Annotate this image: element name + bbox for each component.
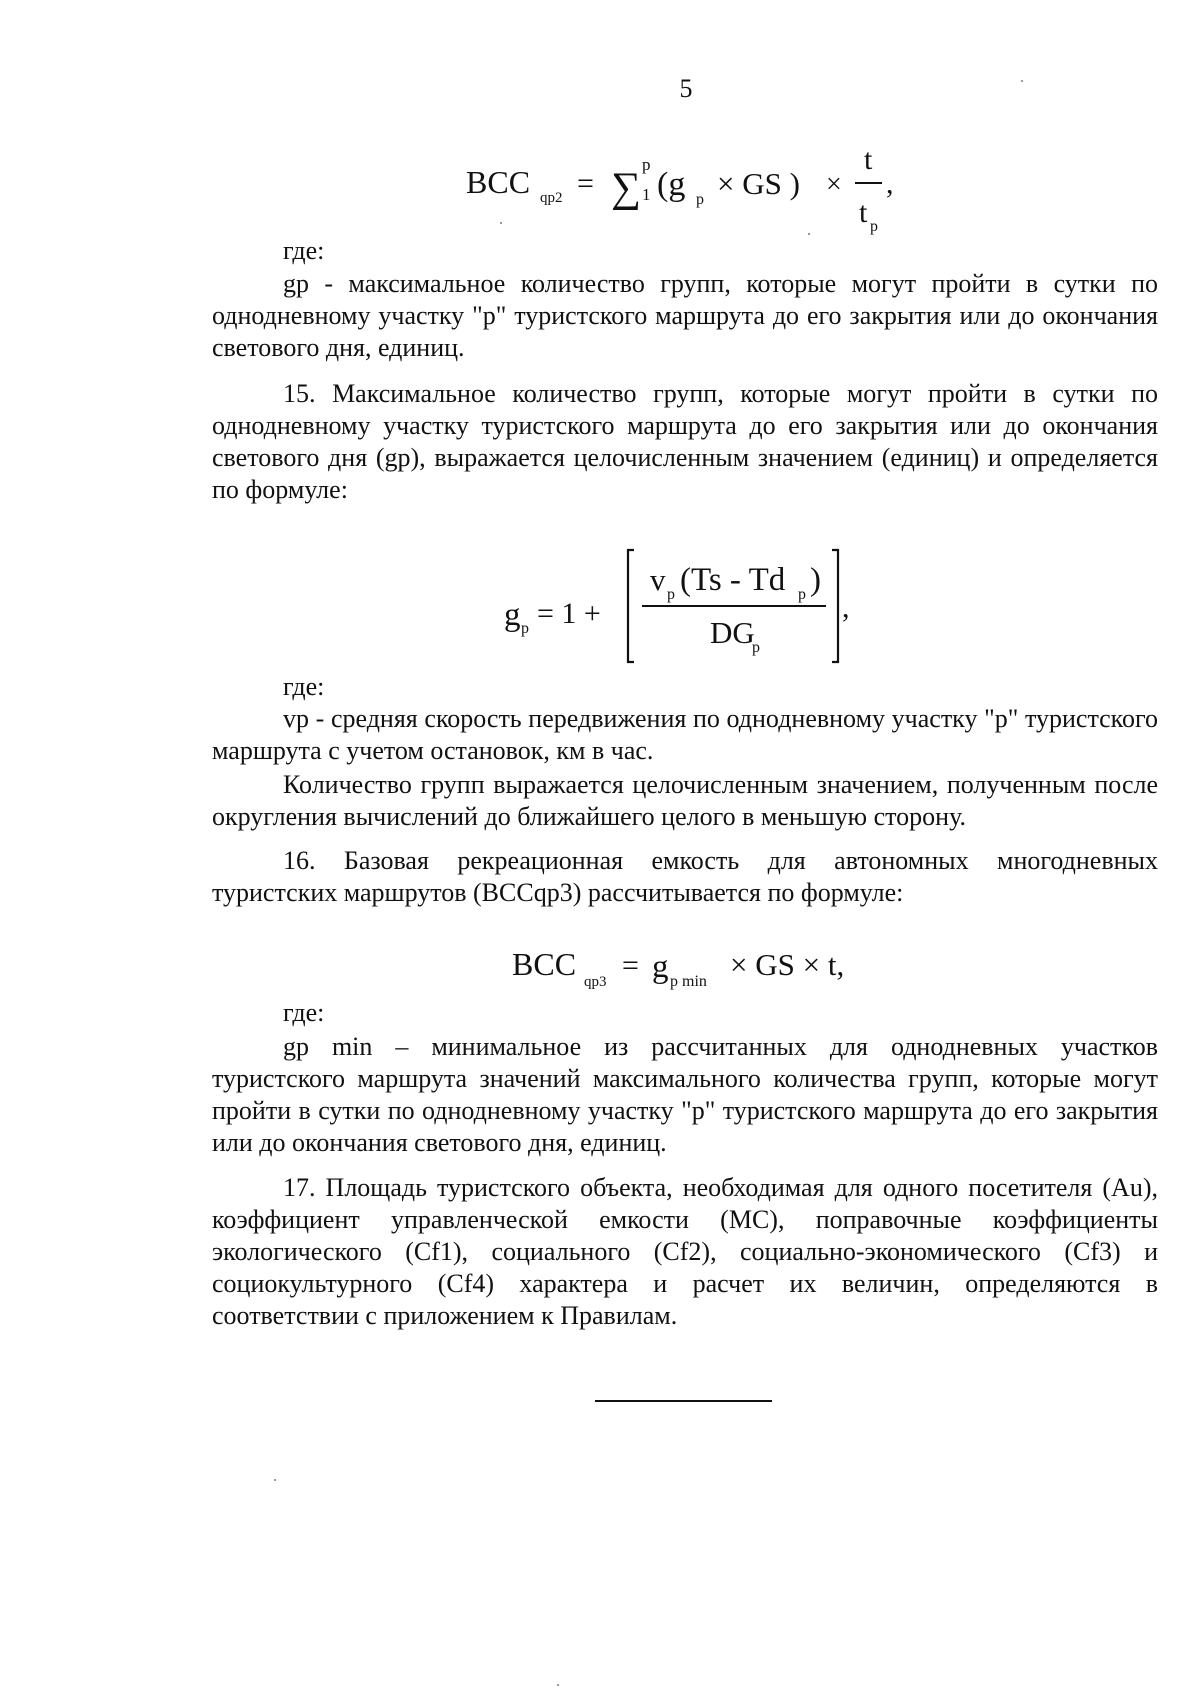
formula-1-frac-num: t — [864, 143, 873, 176]
formula-bcc-qp2 — [466, 140, 906, 240]
formula-2-lhs-sub: p — [521, 620, 529, 637]
formula-3-lhs-sub: qp3 — [584, 974, 607, 990]
scan-speck — [808, 233, 810, 235]
page-number: 5 — [679, 74, 693, 103]
where-label-2: где: — [283, 672, 325, 701]
formula-1-sigma-upper: p — [642, 155, 651, 174]
formula-1-lhs: BCC — [466, 164, 531, 200]
formula-1-frac-den-sub: p — [870, 218, 878, 235]
where-label-3: где: — [283, 998, 325, 1027]
formula-3-lhs: BCC — [512, 946, 577, 982]
paragraph-17: 17. Площадь туристского объекта, необходимая для одного посетителя (Au), коэффициент управленческой емкости (МС), поправочные коэффициенты экологического (Cf1), социального (Cf2), социально-экономического (Cf3) и социокультурного (Cf4) характера и расчет их величин, определяются в соответствии с приложением к Правилам. — [212, 1173, 1158, 1330]
formula-1-inner-sub: p — [696, 191, 704, 208]
where-3-text: gp min – минимальное из рассчитанных для однодневных участков туристского маршрута значений максимального количества групп, которые могут пройти в сутки по однодневному участку "р" туристского маршрута до его закрытия или до окончания светового дня, единиц. — [212, 1032, 1158, 1157]
where-label-1: где: — [283, 236, 325, 265]
scan-speck — [1021, 80, 1023, 82]
formula-1-frac-den: t — [859, 196, 868, 229]
scan-speck — [500, 222, 502, 224]
formula-bcc-qp3 — [512, 940, 872, 1000]
formula-2-num-v-sub: p — [667, 586, 675, 603]
formula-2-num-expr-sub: p — [798, 586, 806, 603]
formula-2-num-close: ) — [810, 562, 821, 598]
scan-speck — [557, 1684, 559, 1686]
formula-1-trail: , — [886, 167, 894, 200]
formula-3-equals: = — [622, 949, 639, 982]
where-2-text: vp - средняя скорость передвижения по однодневному участку "р" туристского маршрута с учетом остановок, км в час. — [212, 704, 1158, 765]
formula-3-rest: × GS × t, — [730, 947, 845, 982]
where-2-note: Количество групп выражается целочисленным значением, полученным после округления вычислений до ближайшего целого в меньшую сторону. — [212, 770, 1158, 831]
formula-1-sigma-lower: 1 — [642, 185, 651, 204]
formula-2-rest: = 1 + — [537, 597, 601, 630]
scan-speck — [274, 1479, 276, 1481]
formula-1-sigma: ∑ — [611, 165, 641, 211]
formula-1-equals: = — [577, 167, 594, 200]
formula-1-inner: (g — [657, 166, 686, 203]
where-1-text: gp - максимальное количество групп, которые могут пройти в сутки по однодневному участку "р" туристского маршрута до его закрытия или до окончания светового дня, единиц. — [212, 269, 1158, 362]
formula-2-den: DG — [710, 615, 755, 650]
formula-2-left-bracket — [628, 550, 634, 662]
formula-2-den-sub: p — [752, 639, 760, 656]
formula-2-lhs: g — [504, 597, 521, 633]
formula-gp — [504, 542, 864, 672]
formula-1-times: × — [826, 169, 842, 200]
formula-3-g: g — [652, 949, 669, 985]
formula-1-inner-rest: × GS ) — [717, 166, 800, 201]
formula-2-right-bracket — [832, 550, 838, 662]
formula-2-trail: , — [842, 591, 850, 624]
paragraph-15: 15. Максимальное количество групп, которые могут пройти в сутки по однодневному участку туристского маршрута до его закрытия или до окончания светового дня (gp), выражается целочисленным значением (единиц) и определяется по формуле: — [212, 379, 1158, 504]
formula-2-num-expr: (Ts - Td — [680, 562, 786, 598]
formula-bcc-qp2-svg — [466, 140, 906, 240]
paragraph-16: 16. Базовая рекреационная емкость для автономных многодневных туристских маршрутов (BCCqp3) рассчитывается по формуле: — [212, 846, 1158, 907]
formula-bcc-qp3-svg — [512, 940, 872, 1000]
formula-1-lhs-sub: qp2 — [540, 190, 563, 206]
formula-3-g-sub: p min — [670, 973, 707, 990]
end-rule — [595, 1400, 772, 1402]
formula-gp-svg — [504, 542, 864, 672]
formula-2-num-v: v — [650, 562, 666, 597]
